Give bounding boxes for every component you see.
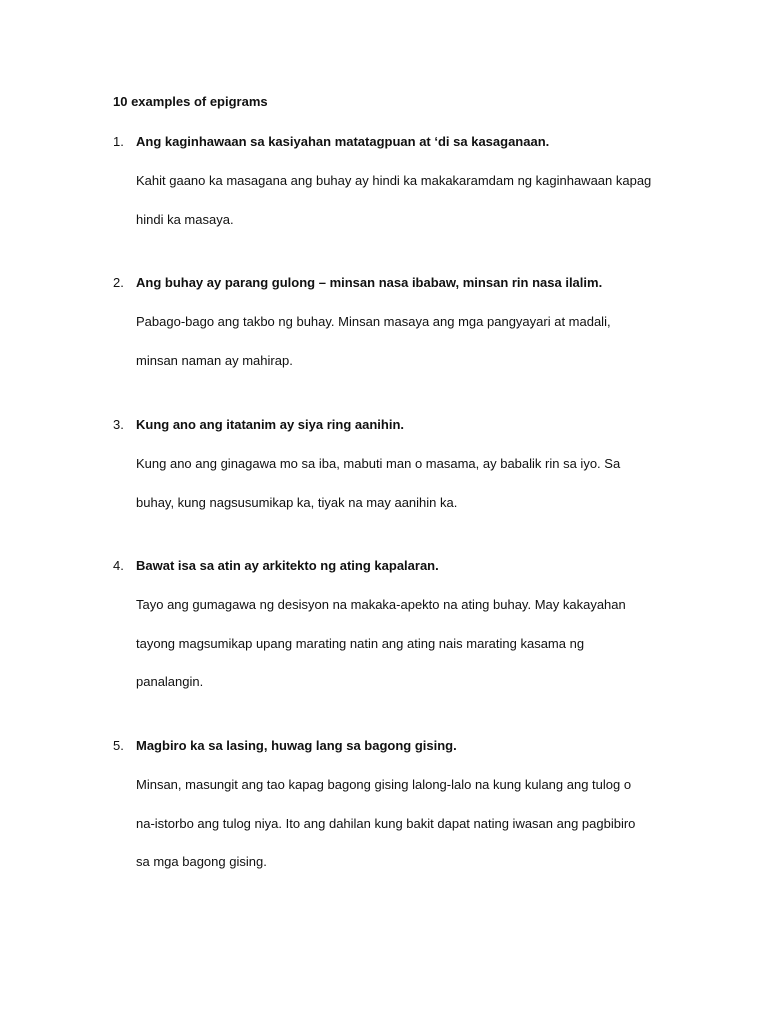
document-title: 10 examples of epigrams [113,94,268,109]
explanation-line: sa mga bagong gising. [136,854,267,869]
epigram-explanation [136,586,696,702]
item-number: 2. [113,275,124,290]
epigram-heading: Ang buhay ay parang gulong – minsan nasa ibabaw, minsan rin nasa ilalim. [136,275,603,290]
item-number: 4. [113,558,124,573]
explanation-line: na-istorbo ang tulog niya. Ito ang dahilan kung bakit dapat nating iwasan ang pagbibiro [136,815,636,831]
epigram-heading: Ang kaginhawaan sa kasiyahan matatagpuan at ‘di sa kasaganaan. [136,134,550,149]
epigram-heading: Kung ano ang itatanim ay siya ring aanihin. [136,417,404,432]
item-number: 1. [113,134,124,149]
epigram-heading: Magbiro ka sa lasing, huwag lang sa bagong gising. [136,738,457,753]
explanation-line: Tayo ang gumagawa ng desisyon na makaka-apekto na ating buhay. May kakayahan [136,597,626,612]
explanation-line: buhay, kung nagsusumikap ka, tiyak na may aanihin ka. [136,494,458,510]
epigram-explanation [136,162,696,239]
explanation-line: hindi ka masaya. [136,211,234,227]
explanation-line: panalangin. [136,674,204,689]
explanation-line: tayong magsumikap upang marating natin ang ating nais marating kasama ng [136,635,585,651]
explanation-line: Kung ano ang ginagawa mo sa iba, mabuti man o masama, ay babalik rin sa iyo. Sa [136,456,621,471]
epigram-heading: Bawat isa sa atin ay arkitekto ng ating kapalaran. [136,558,439,573]
explanation-line: minsan naman ay mahirap. [136,352,293,368]
item-number: 3. [113,417,124,432]
epigram-explanation [136,766,696,882]
explanation-line: Minsan, masungit ang tao kapag bagong gising lalong-lalo na kung kulang ang tulog o [136,777,632,792]
epigram-explanation [136,303,696,380]
explanation-line: Pabago-bago ang takbo ng buhay. Minsan masaya ang mga pangyayari at madali, [136,314,611,329]
epigram-explanation [136,445,696,522]
explanation-line: Kahit gaano ka masagana ang buhay ay hindi ka makakaramdam ng kaginhawaan kapag [136,173,652,188]
item-number: 5. [113,738,124,753]
